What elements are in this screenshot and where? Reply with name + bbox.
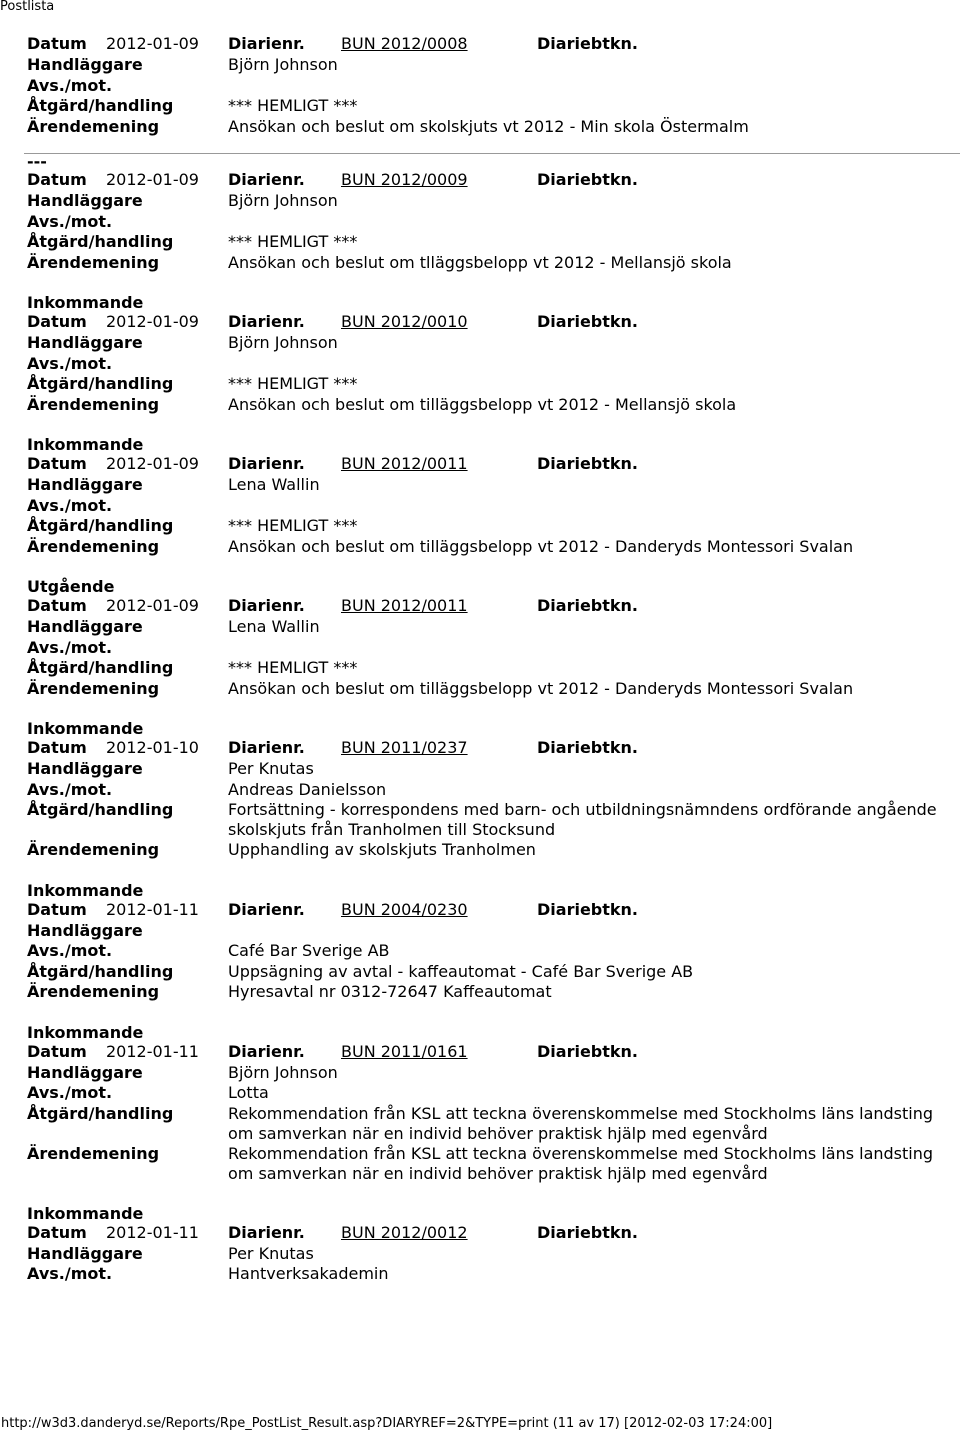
handlaggare-value: Lena Wallin xyxy=(228,617,320,636)
datum-label: Datum xyxy=(27,170,87,189)
arendemening-row xyxy=(27,117,947,138)
entry-type: Inkommande xyxy=(27,1022,144,1042)
handlaggare-label: Handläggare xyxy=(27,920,143,940)
arendemening-label: Ärendemening xyxy=(27,982,160,1001)
avsmot-row xyxy=(27,638,947,659)
datum-row xyxy=(27,170,947,191)
list-item xyxy=(27,719,947,861)
handlaggare-row xyxy=(27,1063,947,1084)
diarienr-link[interactable]: BUN 2012/0009 xyxy=(341,170,468,189)
arendemening-label: Ärendemening xyxy=(27,840,160,859)
handlaggare-value: Björn Johnson xyxy=(228,333,338,352)
arendemening-value: Upphandling av skolskjuts Tranholmen xyxy=(228,840,536,859)
avsmot-label: Avs./mot. xyxy=(27,495,113,515)
diariebtkn-label: Diariebtkn. xyxy=(537,34,638,53)
diarienr-link[interactable]: BUN 2011/0161 xyxy=(341,1041,468,1061)
arendemening-value: Rekommendation från KSL att teckna överenskommelse med Stockholms läns landsting om samverkan när en individ behöver praktisk hjälp med egenvård xyxy=(228,1143,934,1183)
diariebtkn-label: Diariebtkn. xyxy=(537,170,638,189)
list-item xyxy=(27,435,947,557)
diarienr-label: Diarienr. xyxy=(228,1222,305,1242)
handlaggare-label: Handläggare xyxy=(27,475,143,494)
arendemening-row xyxy=(27,982,947,1003)
handlaggare-value: Per Knutas xyxy=(228,1243,314,1263)
handlaggare-row xyxy=(27,617,947,638)
avsmot-label: Avs./mot. xyxy=(27,211,113,231)
arendemening-row xyxy=(27,679,947,700)
handlaggare-label: Handläggare xyxy=(27,1062,143,1082)
avsmot-row xyxy=(27,1083,947,1104)
arendemening-label: Ärendemening xyxy=(27,394,160,414)
avsmot-value xyxy=(228,354,947,375)
arendemening-label: Ärendemening xyxy=(27,678,160,698)
atgard-label: Åtgärd/handling xyxy=(27,961,174,981)
handlaggare-value: Lena Wallin xyxy=(228,475,320,494)
arendemening-value: Ansökan och beslut om skolskjuts vt 2012 - Min skola Östermalm xyxy=(228,116,749,136)
datum-row xyxy=(27,1042,947,1063)
atgard-value: *** HEMLIGT *** xyxy=(228,374,358,393)
diarienr-label: Diarienr. xyxy=(228,34,305,53)
page-footer-url: http://w3d3.danderyd.se/Reports/Rpe_PostList_Result.asp?DIARYREF=2&TYPE=print (11 av 17) [2012-02-03 17:24:00] xyxy=(1,1416,773,1431)
entry-type: Inkommande xyxy=(27,293,144,312)
atgard-row xyxy=(27,1104,947,1144)
avsmot-value: Hantverksakademin xyxy=(228,1264,389,1283)
entry-type: Inkommande xyxy=(27,880,144,900)
arendemening-value: Ansökan och beslut om tilläggsbelopp vt 2012 - Mellansjö skola xyxy=(228,394,737,414)
atgard-value: *** HEMLIGT *** xyxy=(228,232,358,251)
entry-type: Inkommande xyxy=(27,719,144,738)
datum-label: Datum xyxy=(27,1041,87,1061)
atgard-value: Rekommendation från KSL att teckna överenskommelse med Stockholms läns landsting om samverkan när en individ behöver praktisk hjälp med egenvård xyxy=(228,1103,934,1143)
avsmot-row xyxy=(27,941,947,962)
diarienr-label: Diarienr. xyxy=(228,454,305,473)
arendemening-row xyxy=(27,840,947,861)
list-item xyxy=(27,1204,947,1285)
avsmot-value xyxy=(228,638,947,659)
diarienr-label: Diarienr. xyxy=(228,312,305,331)
atgard-value: *** HEMLIGT *** xyxy=(228,96,358,115)
entry-type: Inkommande xyxy=(27,1203,144,1223)
handlaggare-value xyxy=(228,921,947,942)
avsmot-label: Avs./mot. xyxy=(27,941,113,960)
atgard-value: *** HEMLIGT *** xyxy=(228,516,358,535)
handlaggare-label: Handläggare xyxy=(27,333,143,352)
atgard-row xyxy=(27,800,947,840)
datum-label: Datum xyxy=(27,1222,87,1242)
arendemening-row xyxy=(27,395,947,416)
diarienr-label: Diarienr. xyxy=(228,899,305,919)
arendemening-value: Ansökan och beslut om tilläggsbelopp vt 2012 - Danderyds Montessori Svalan xyxy=(228,678,854,698)
avsmot-row xyxy=(27,780,947,801)
arendemening-label: Ärendemening xyxy=(27,252,160,272)
datum-value: 2012-01-11 xyxy=(106,1222,199,1242)
handlaggare-value: Björn Johnson xyxy=(228,55,338,74)
datum-value: 2012-01-11 xyxy=(106,1041,199,1061)
entry-separator xyxy=(27,153,947,170)
atgard-label: Åtgärd/handling xyxy=(27,516,174,535)
avsmot-value xyxy=(228,212,947,233)
diarienr-label: Diarienr. xyxy=(228,596,305,615)
arendemening-row xyxy=(27,1144,947,1184)
diarienr-link[interactable]: BUN 2012/0008 xyxy=(341,34,468,53)
datum-label: Datum xyxy=(27,34,87,53)
atgard-row xyxy=(27,374,947,395)
list-item xyxy=(27,1023,947,1184)
atgard-label: Åtgärd/handling xyxy=(27,1103,174,1123)
atgard-row xyxy=(27,232,947,253)
diarienr-link[interactable]: BUN 2012/0010 xyxy=(341,312,468,331)
arendemening-row xyxy=(27,537,947,558)
atgard-label: Åtgärd/handling xyxy=(27,232,174,251)
arendemening-value: Ansökan och beslut om tilläggsbelopp vt 2012 - Danderyds Montessori Svalan xyxy=(228,536,854,556)
datum-row xyxy=(27,596,947,617)
diariebtkn-label: Diariebtkn. xyxy=(537,596,638,615)
datum-value: 2012-01-09 xyxy=(106,596,199,615)
atgard-label: Åtgärd/handling xyxy=(27,96,174,115)
datum-value: 2012-01-09 xyxy=(106,312,199,331)
avsmot-label: Avs./mot. xyxy=(27,779,113,799)
datum-value: 2012-01-11 xyxy=(106,899,199,919)
diariebtkn-label: Diariebtkn. xyxy=(537,1222,638,1242)
avsmot-value: Andreas Danielsson xyxy=(228,779,387,799)
handlaggare-row xyxy=(27,475,947,496)
diariebtkn-label: Diariebtkn. xyxy=(537,312,638,331)
avsmot-label: Avs./mot. xyxy=(27,75,113,95)
page-title: Postlista xyxy=(0,0,55,14)
avsmot-row xyxy=(27,1264,947,1285)
atgard-value: *** HEMLIGT *** xyxy=(228,658,358,677)
datum-row xyxy=(27,312,947,333)
list-item xyxy=(27,881,947,1003)
atgard-row xyxy=(27,658,947,679)
handlaggare-row xyxy=(27,191,947,212)
handlaggare-value: Per Knutas xyxy=(228,759,314,778)
datum-value: 2012-01-09 xyxy=(106,34,199,53)
atgard-label: Åtgärd/handling xyxy=(27,658,174,677)
avsmot-value: Café Bar Sverige AB xyxy=(228,941,390,960)
list-item xyxy=(27,577,947,699)
diariebtkn-label: Diariebtkn. xyxy=(537,738,638,757)
handlaggare-label: Handläggare xyxy=(27,191,143,210)
atgard-label: Åtgärd/handling xyxy=(27,800,174,819)
handlaggare-row xyxy=(27,333,947,354)
datum-label: Datum xyxy=(27,454,87,473)
arendemening-label: Ärendemening xyxy=(27,1143,160,1163)
diarienr-label: Diarienr. xyxy=(228,738,305,757)
diarienr-link[interactable]: BUN 2004/0230 xyxy=(341,899,468,919)
diarienr-link[interactable]: BUN 2011/0237 xyxy=(341,738,468,757)
divider xyxy=(24,153,960,154)
arendemening-value: Ansökan och beslut om tlläggsbelopp vt 2012 - Mellansjö skola xyxy=(228,252,732,272)
atgard-row xyxy=(27,516,947,537)
datum-label: Datum xyxy=(27,738,87,757)
avsmot-value: Lotta xyxy=(228,1083,269,1102)
avsmot-row xyxy=(27,212,947,233)
avsmot-row xyxy=(27,354,947,375)
datum-value: 2012-01-09 xyxy=(106,170,199,189)
handlaggare-row xyxy=(27,921,947,942)
avsmot-row xyxy=(27,496,947,517)
datum-label: Datum xyxy=(27,312,87,331)
list-item xyxy=(27,153,947,273)
handlaggare-label: Handläggare xyxy=(27,759,143,778)
diarienr-link[interactable]: BUN 2012/0011 xyxy=(341,454,468,473)
avsmot-value xyxy=(228,76,947,97)
avsmot-label: Avs./mot. xyxy=(27,1083,113,1102)
datum-row xyxy=(27,1223,947,1244)
handlaggare-row xyxy=(27,759,947,780)
handlaggare-row xyxy=(27,55,947,76)
avsmot-value xyxy=(228,496,947,517)
handlaggare-label: Handläggare xyxy=(27,55,143,74)
entry-type: Inkommande xyxy=(27,435,144,454)
diarienr-link[interactable]: BUN 2012/0012 xyxy=(341,1222,468,1242)
avsmot-label: Avs./mot. xyxy=(27,637,113,657)
diarienr-label: Diarienr. xyxy=(228,1041,305,1061)
handlaggare-value: Björn Johnson xyxy=(228,1062,338,1082)
diarienr-label: Diarienr. xyxy=(228,170,305,189)
diariebtkn-label: Diariebtkn. xyxy=(537,454,638,473)
handlaggare-row xyxy=(27,1244,947,1265)
diariebtkn-label: Diariebtkn. xyxy=(537,899,638,919)
atgard-value: Fortsättning - korrespondens med barn- och utbildningsnämndens ordförande angående skolskjuts från Tranholmen till Stocksund xyxy=(228,800,937,839)
avsmot-label: Avs./mot. xyxy=(27,1264,113,1283)
datum-value: 2012-01-09 xyxy=(106,454,199,473)
avsmot-label: Avs./mot. xyxy=(27,353,113,373)
datum-row xyxy=(27,900,947,921)
arendemening-row xyxy=(27,253,947,274)
datum-value: 2012-01-10 xyxy=(106,738,199,757)
entry-type: --- xyxy=(27,152,47,171)
atgard-label: Åtgärd/handling xyxy=(27,374,174,393)
datum-row xyxy=(27,738,947,759)
post-list xyxy=(27,34,947,1305)
entry-type: Utgående xyxy=(27,577,115,596)
diarienr-link[interactable]: BUN 2012/0011 xyxy=(341,596,468,615)
diariebtkn-label: Diariebtkn. xyxy=(537,1041,638,1061)
datum-label: Datum xyxy=(27,899,87,919)
list-item xyxy=(27,34,947,137)
list-item xyxy=(27,293,947,415)
handlaggare-label: Handläggare xyxy=(27,1243,143,1263)
datum-label: Datum xyxy=(27,596,87,615)
handlaggare-value: Björn Johnson xyxy=(228,191,338,210)
avsmot-row xyxy=(27,76,947,97)
atgard-row xyxy=(27,962,947,983)
arendemening-label: Ärendemening xyxy=(27,116,160,136)
atgard-value: Uppsägning av avtal - kaffeautomat - Café Bar Sverige AB xyxy=(228,961,694,981)
datum-row xyxy=(27,454,947,475)
atgard-row xyxy=(27,96,947,117)
handlaggare-label: Handläggare xyxy=(27,617,143,636)
arendemening-label: Ärendemening xyxy=(27,536,160,556)
arendemening-value: Hyresavtal nr 0312-72647 Kaffeautomat xyxy=(228,982,552,1001)
datum-row xyxy=(27,34,947,55)
